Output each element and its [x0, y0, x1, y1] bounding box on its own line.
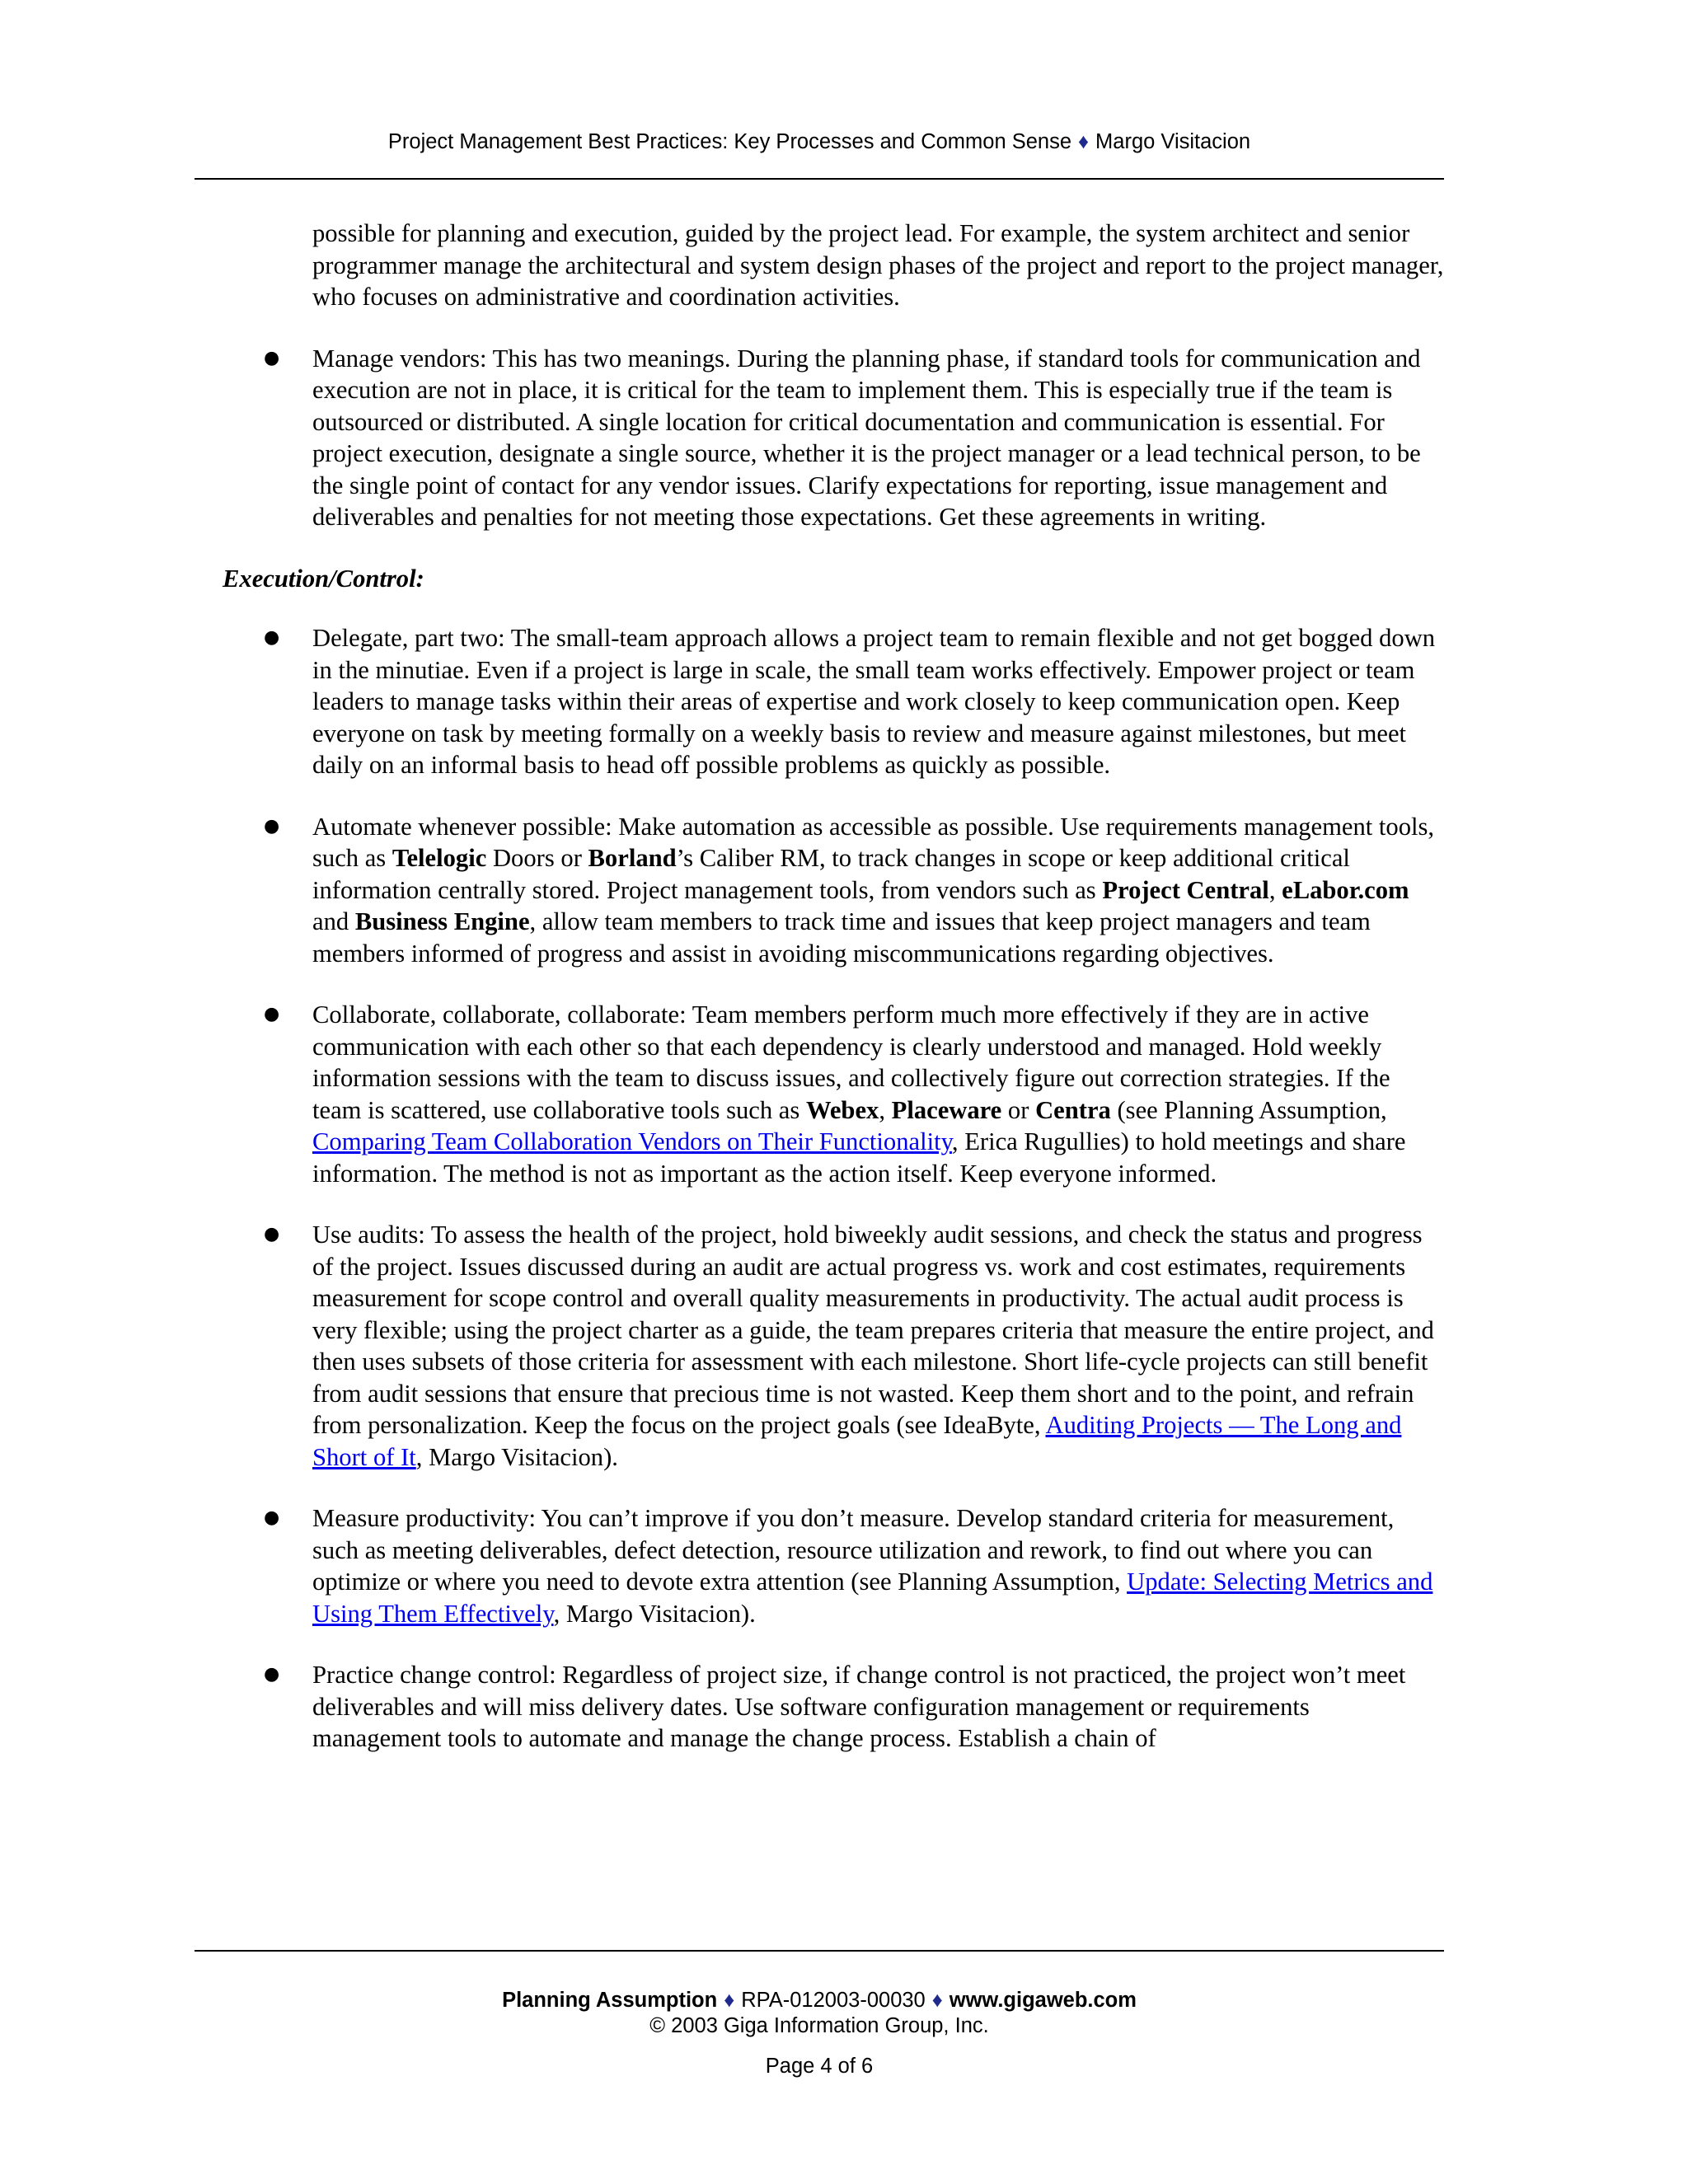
footer-copyright: © 2003 Giga Information Group, Inc. — [649, 2014, 989, 2037]
bullet-change-control — [195, 1659, 1444, 1755]
bullet-icon: ● — [264, 627, 280, 648]
bullet-text: Collaborate, collaborate, collaborate: Team members perform much more effectively if they are in active communication with each other so that each dependency is clearly understood and managed. Hold weekly information sessions with the team to discuss issues, and collectively figure out correction strategies. If the team is scattered, use collaborative tools such as Webex, Placeware or Centra (see Planning Assumption, Comparing Team Collaboration Vendors on Their Functionality, Erica Rugullies) to hold meetings and share information. The method is not as important as the action itself. Keep everyone informed. — [312, 1001, 1406, 1188]
collaboration-vendors-link[interactable]: Comparing Team Collaboration Vendors on Their Functionality — [312, 1127, 952, 1155]
header-title: Project Management Best Practices: Key Processes and Common Sense — [387, 130, 1072, 153]
footer-website: www.gigaweb.com — [949, 1989, 1137, 2012]
bullet-icon: ● — [264, 1507, 280, 1528]
bullet-icon: ● — [264, 1664, 280, 1685]
vendor-name: Placeware — [891, 1095, 1002, 1124]
bullet-icon: ● — [264, 347, 280, 368]
bullet-manage-vendors — [195, 343, 1444, 533]
bullet-text: Delegate, part two: The small-team approach allows a project team to remain flexible and not get bogged down in the minutiae. Even if a project is large in scale, the small team works effectively. Empower project or team leaders to manage tasks within their areas of expertise and work closely to keep communication open. Keep everyone on task by meeting formally on a weekly basis to review and measure against milestones, but meet daily on an informal basis to head off possible problems as quickly as possible. — [312, 624, 1436, 779]
vendor-name: Borland — [588, 844, 677, 872]
bullet-audits — [195, 1219, 1444, 1473]
footer-line-1 — [195, 1988, 1444, 2013]
diamond-icon: ♦ — [724, 1989, 735, 2012]
bullet-automate — [195, 811, 1444, 970]
auditing-projects-link[interactable]: Auditing Projects — The Long and Short of It — [312, 1411, 1402, 1471]
page-number: Page 4 of 6 — [765, 2055, 874, 2078]
diamond-icon: ♦ — [1078, 130, 1090, 153]
page-footer — [195, 1988, 1444, 2079]
bullet-collaborate — [195, 999, 1444, 1189]
footer-doc-id: RPA-012003-00030 — [741, 1989, 926, 2012]
vendor-name: Business Engine — [354, 907, 530, 935]
vendor-name: Project Central — [1102, 875, 1269, 904]
bullet-delegate — [195, 622, 1444, 781]
bullet-text: Manage vendors: This has two meanings. During the planning phase, if standard tools for communication and execution are not in place, it is critical for the team to implement them. This is especially true if the team is outsourced or distributed. A single location for critical documentation and communication is essential. For project execution, designate a single source, whether it is the project manager or a lead technical person, to be the single point of contact for any vendor issues. Clarify expectations for reporting, issue management and deliverables and penalties for not meeting those expectations. Get these agreements in writing. — [312, 344, 1421, 531]
bullet-icon: ● — [264, 1224, 280, 1244]
bullet-text: Automate whenever possible: Make automation as accessible as possible. Use requirements management tools, such as Telelogic Doors or Borland’s Caliber RM, to track changes in scope or keep additional critical information centrally stored. Project management tools, from vendors such as Project Central, eLabor.com and Business Engine, allow team members to track time and issues that keep project managers and team members informed of progress and assist in avoiding miscommunications regarding objectives. — [312, 812, 1435, 968]
page-header — [195, 130, 1444, 154]
intro-paragraph: possible for planning and execution, guided by the project lead. For example, the system architect and senior programmer manage the architectural and system design phases of the project and report to the project manager, who focuses on administrative and coordination activities. — [312, 219, 1444, 311]
diamond-icon: ♦ — [931, 1989, 943, 2012]
vendor-name: Webex — [805, 1095, 879, 1124]
bullet-productivity — [195, 1502, 1444, 1629]
vendor-name: Centra — [1035, 1095, 1111, 1124]
bullet-icon: ● — [264, 815, 280, 837]
bullet-icon: ● — [264, 1004, 280, 1024]
footer-divider — [195, 1950, 1444, 1952]
vendor-name: Telelogic — [392, 844, 487, 872]
footer-doc-type: Planning Assumption — [502, 1989, 718, 2012]
vendor-name: eLabor.com — [1282, 875, 1409, 904]
section-heading: Execution/Control: — [223, 564, 424, 593]
document-body — [195, 218, 1444, 1784]
selecting-metrics-link[interactable]: Update: Selecting Metrics and Using Them Effectively — [312, 1568, 1433, 1628]
header-divider — [195, 178, 1444, 180]
header-author: Margo Visitacion — [1095, 130, 1251, 153]
bullet-text: Practice change control: Regardless of project size, if change control is not practiced, the project won’t meet deliverables and will miss delivery dates. Use software configuration management or requirements management tools to automate and manage the change process. Establish a chain of — [312, 1661, 1406, 1752]
bullet-text: Use audits: To assess the health of the project, hold biweekly audit sessions, and check the status and progress of the project. Issues discussed during an audit are actual progress vs. work and cost estimates, requirements measurement for scope control and overall quality measurements in productivity. The actual audit process is very flexible; using the project charter as a guide, the team prepares criteria that measure the entire project, and then uses subsets of those criteria for assessment with each milestone. Short life-cycle projects can still benefit from audit sessions that ensure that precious time is not wasted. Keep them short and to the point, and refrain from personalization. Keep the focus on the project goals (see IdeaByte, Auditing Projects — The Long and Short of It, Margo Visitacion). — [312, 1221, 1434, 1471]
bullet-text: Measure productivity: You can’t improve if you don’t measure. Develop standard criteria for measurement, such as meeting deliverables, defect detection, resource utilization and rework, to find out where you can optimize or where you need to devote extra attention (see Planning Assumption, Update: Selecting Metrics and Using Them Effectively, Margo Visitacion). — [312, 1504, 1433, 1628]
